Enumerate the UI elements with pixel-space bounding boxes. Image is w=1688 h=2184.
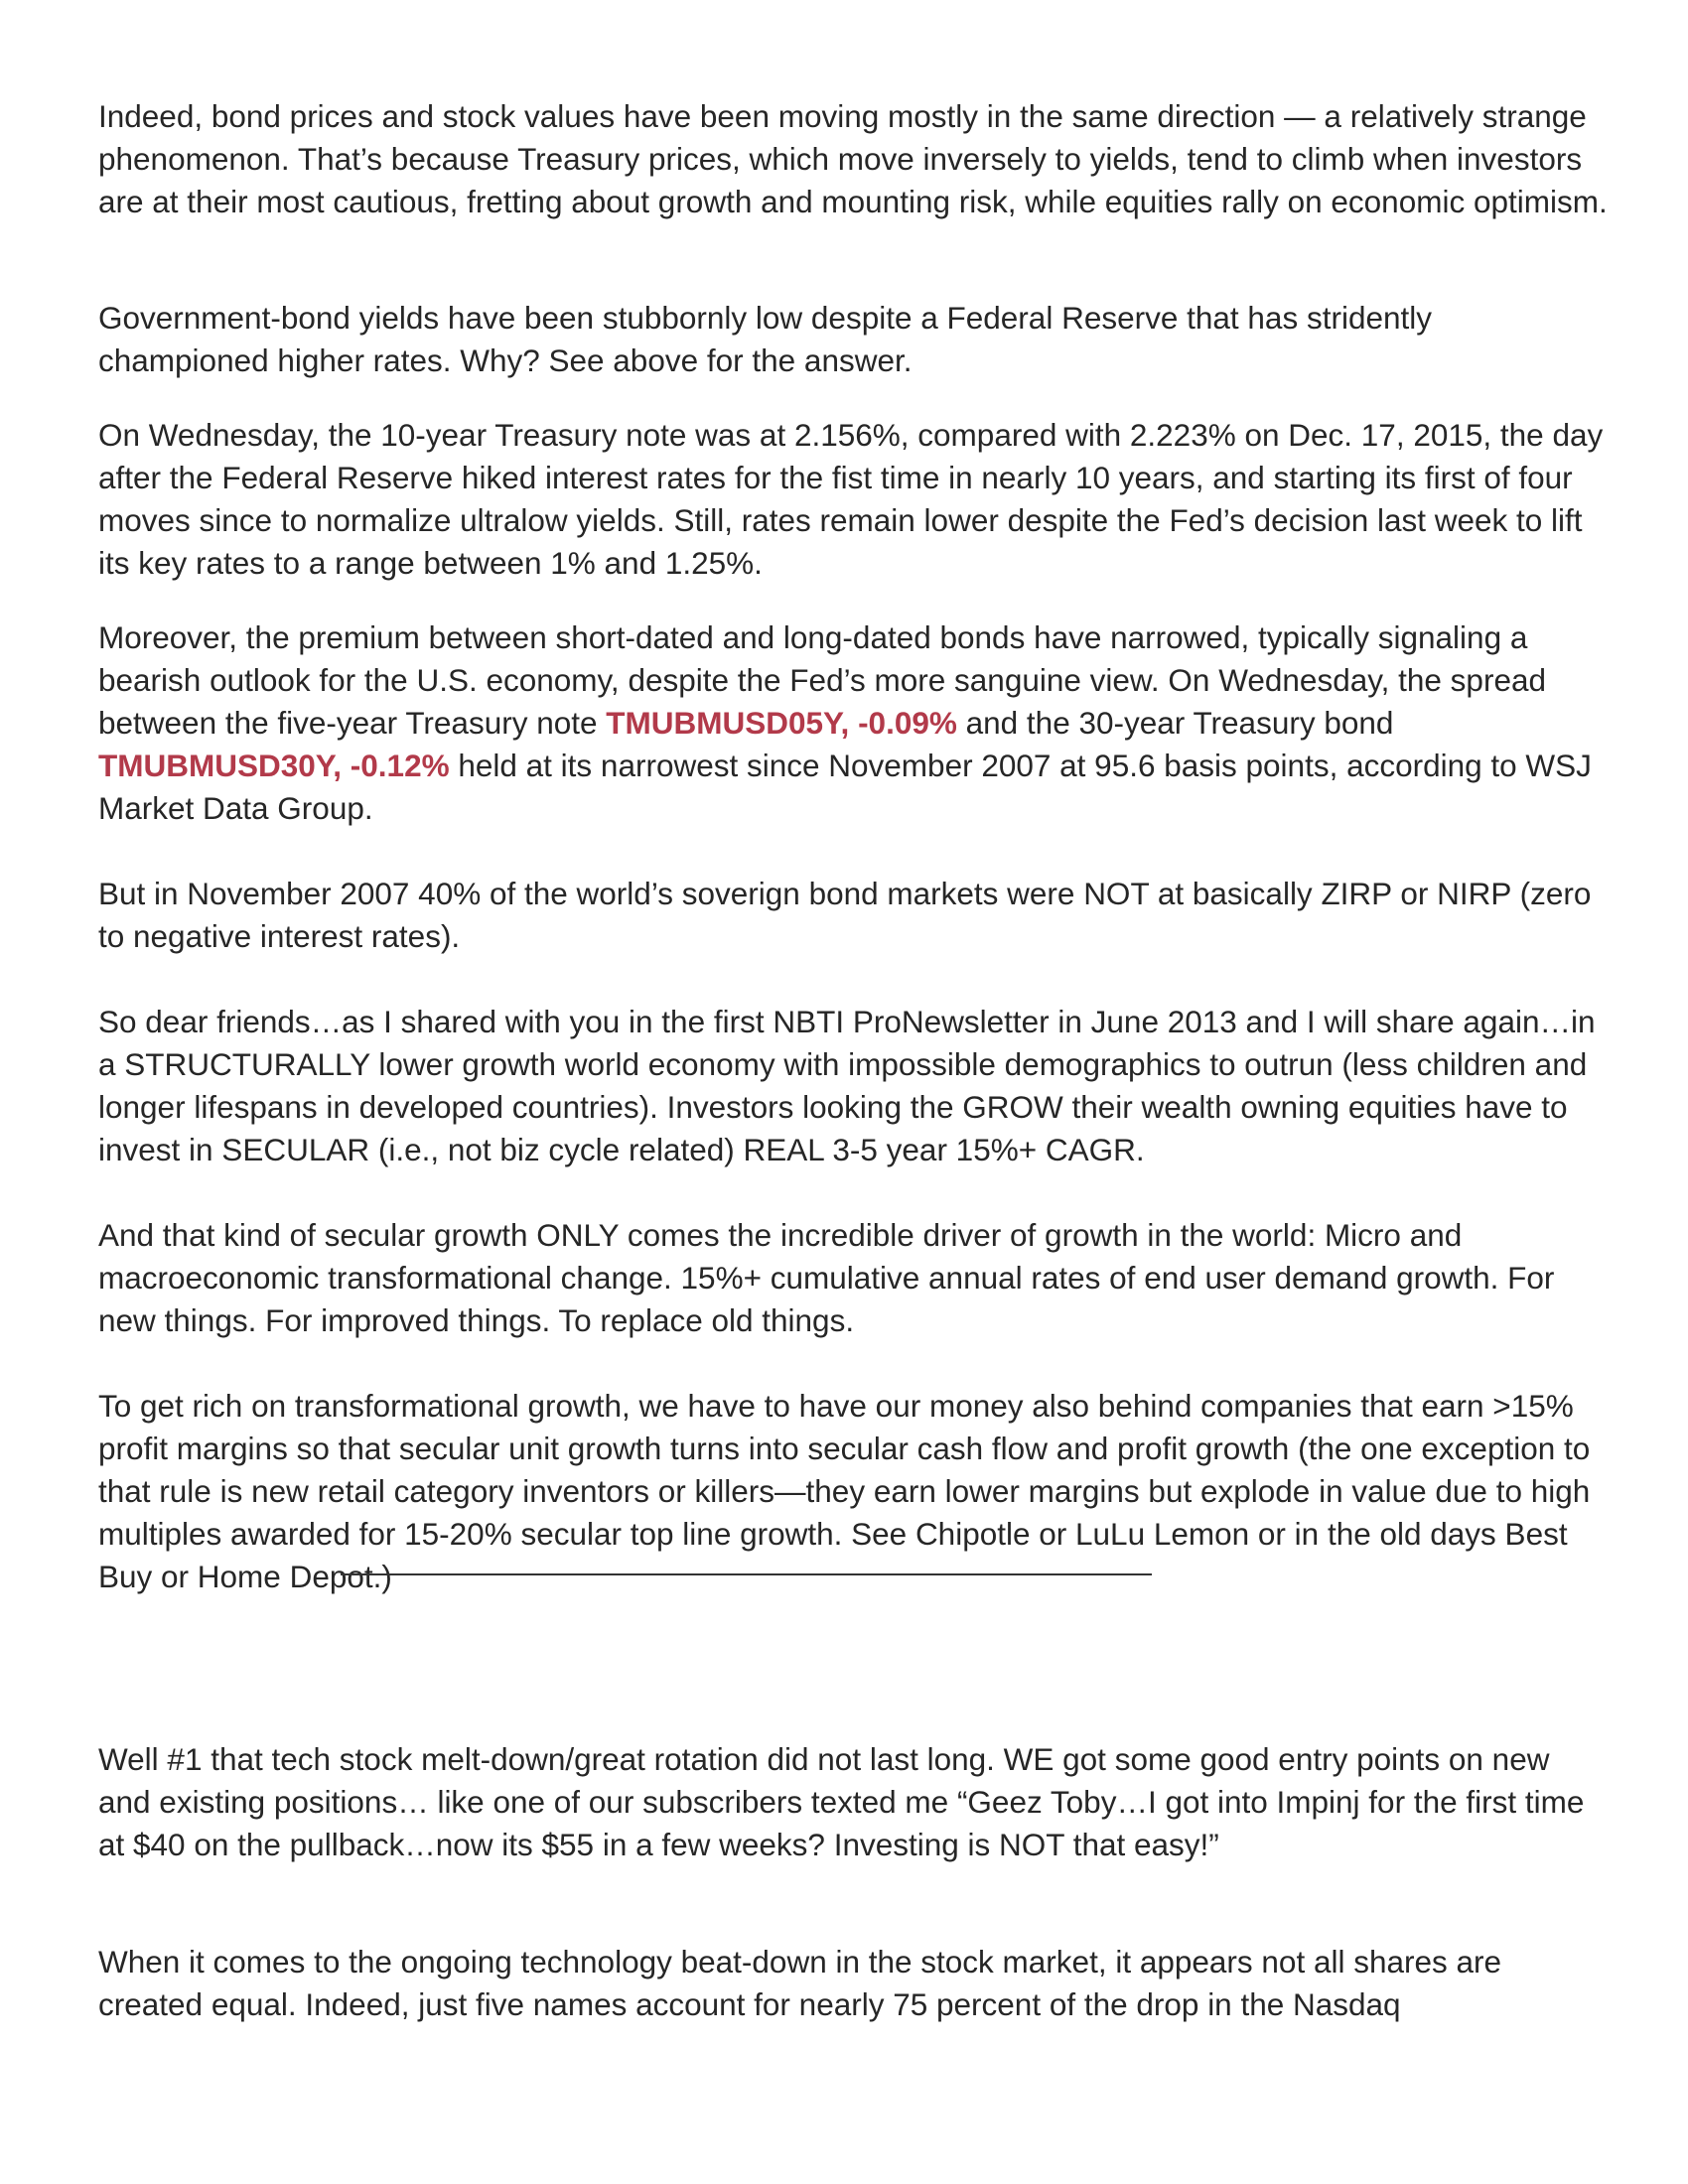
paragraph-november-2007: But in November 2007 40% of the world’s soverign bond markets were NOT at basically ZIRP or NIRP (zero to negative interest rates). [98,876,1592,954]
paragraph-yield-spread-text-3: held at its narrowest since November 2007 at 95.6 basis points, according to WSJ Market Data Group. [98,748,1592,826]
paragraph-technology-beat-down: When it comes to the ongoing technology beat-down in the stock market, it appears not all shares are created equal. Indeed, just five names account for nearly 75 percent of the drop in the Nasdaq [98,1944,1502,2022]
section-divider [341,1573,1152,1575]
paragraph-yield-spread-text-1: Moreover, the premium between short-dated and long-dated bonds have narrowed, typically signaling a bearish outlook for the U.S. economy, despite the Fed’s more sanguine view. On Wednesday, the spread between the five-year Treasury note [98,619,1546,741]
paragraph-yield-spread-text-2: and the 30-year Treasury bond [956,705,1394,741]
paragraph-dear-friends: So dear friends…as I shared with you in the first NBTI ProNewsletter in June 2013 and I will share again…in a STRUCTURALLY lower growth world economy with impossible demographics to outrun (less children and longer lifespans in developed countries). Investors looking the GROW their wealth owning equities have to invest in SECULAR (i.e., not biz cycle related) REAL 3-5 year 15%+ CAGR. [98,1004,1596,1167]
paragraph-bond-stock-direction: Indeed, bond prices and stock values have been moving mostly in the same direction — a relatively strange phenomenon. That’s because Treasury prices, which move inversely to yields, tend to climb when investors are at their most cautious, fretting about growth and mounting risk, while equities rally on economic optimism. [98,98,1608,219]
ticker-five-year-treasury[interactable]: TMUBMUSD05Y, -0.09% [606,705,957,741]
paragraph-transformational-growth: To get rich on transformational growth, we have to have our money also behind companies that earn >15% profit margins so that secular unit growth turns into secular cash flow and profit growth (the one exception to that rule is new retail category inventors or killers—they earn lower margins but explode in value due to high multiples awarded for 15-20% secular top line growth. See Chipotle or LuLu Lemon or in the old days Best Buy or Home Depot.) [98,1388,1591,1594]
paragraph-tech-melt-down: Well #1 that tech stock melt-down/great rotation did not last long. WE got some good entry points on new and existing positions… like one of our subscribers texted me “Geez Toby…I got into Impinj for the first time at $40 on the pullback…now its $55 in a few weeks? Investing is NOT that easy!” [98,1741,1585,1862]
paragraph-secular-growth: And that kind of secular growth ONLY comes the incredible driver of growth in the world: Micro and macroeconomic transformational change. 15%+ cumulative annual rates of end user demand growth. For new things. For improved things. To replace old things. [98,1217,1555,1338]
ticker-thirty-year-treasury[interactable]: TMUBMUSD30Y, -0.12% [98,748,450,783]
paragraph-government-bond-yields: Government-bond yields have been stubbornly low despite a Federal Reserve that has stridently championed higher rates. Why? See above for the answer. [98,300,1432,378]
paragraph-ten-year-treasury: On Wednesday, the 10-year Treasury note was at 2.156%, compared with 2.223% on Dec. 17, 2015, the day after the Federal Reserve hiked interest rates for the fist time in nearly 10 years, and starting its first of four moves since to normalize ultralow yields. Still, rates remain lower despite the Fed’s decision last week to lift its key rates to a range between 1% and 1.25%. [98,417,1604,581]
paragraph-yield-spread [98,616,1608,830]
